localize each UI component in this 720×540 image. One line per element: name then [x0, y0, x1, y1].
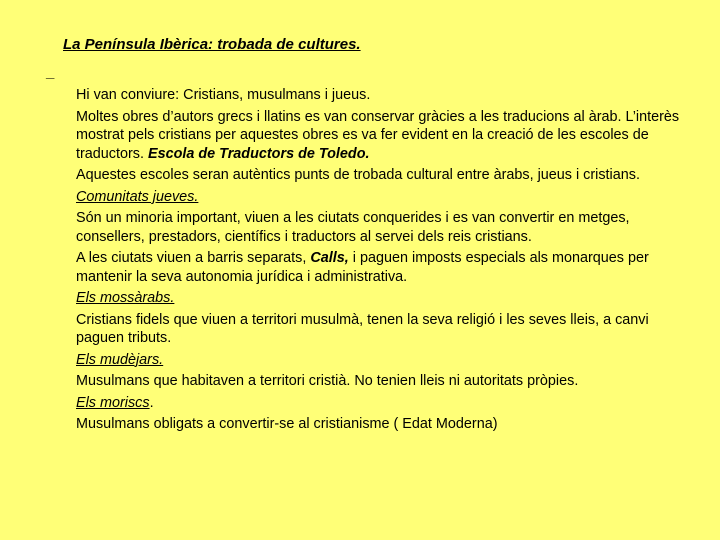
calls-paragraph: [76, 249, 696, 286]
mozarabs-heading: Els mossàrabs.: [76, 290, 175, 306]
moriscos-paragraph: Musulmans obligats a convertir-se al cristianisme ( Edat Moderna): [76, 416, 498, 432]
content-body: [76, 86, 696, 437]
jews-paragraph: Són un minoria important, viuen a les ciutats conquerides i es van convertir en metges, consellers, prestadors, científics i traductors al servei dels reis cristians.: [76, 210, 630, 245]
bullet-dash: _: [46, 64, 55, 81]
calls-pre: A les ciutats viuen a barris separats,: [76, 250, 311, 266]
moriscos-heading-line: [76, 394, 696, 413]
slide-title: La Península Ibèrica: trobada de cultures.: [63, 36, 361, 53]
authors-text: Moltes obres d’autors grecs i llatins es van conservar gràcies a les traducions al àrab. L’interès mostrat pels cristians per aquestes obres es va fer evident en la creació de les escoles de traductors.: [76, 108, 680, 162]
jews-heading: Comunitats jueves.: [76, 188, 199, 205]
moriscos-heading: Els moriscs: [76, 394, 150, 411]
calls-post: i paguen imposts especials als monarques per mantenir la seva autonomia jurídica i administrativa.: [76, 250, 649, 285]
toledo-school-name: Escola de Traductors de Toledo.: [147, 145, 370, 162]
moriscos-heading-suffix: .: [149, 394, 154, 411]
calls-term: Calls,: [310, 250, 349, 266]
schools-paragraph: Aquestes escoles seran autèntics punts de trobada cultural entre àrabs, jueus i cristians.: [76, 167, 640, 183]
mudejars-heading: Els mudèjars.: [76, 351, 164, 368]
intro-paragraph: Hi van conviure: Cristians, musulmans i jueus.: [76, 87, 371, 103]
authors-paragraph: [76, 108, 696, 164]
mudejars-paragraph: Musulmans que habitaven a territori cristià. No tenien lleis ni autoritats pròpies.: [76, 373, 579, 389]
mozarabs-paragraph: Cristians fidels que viuen a territori musulmà, tenen la seva religió i les seves lleis, a canvi paguen tributs.: [76, 311, 649, 346]
